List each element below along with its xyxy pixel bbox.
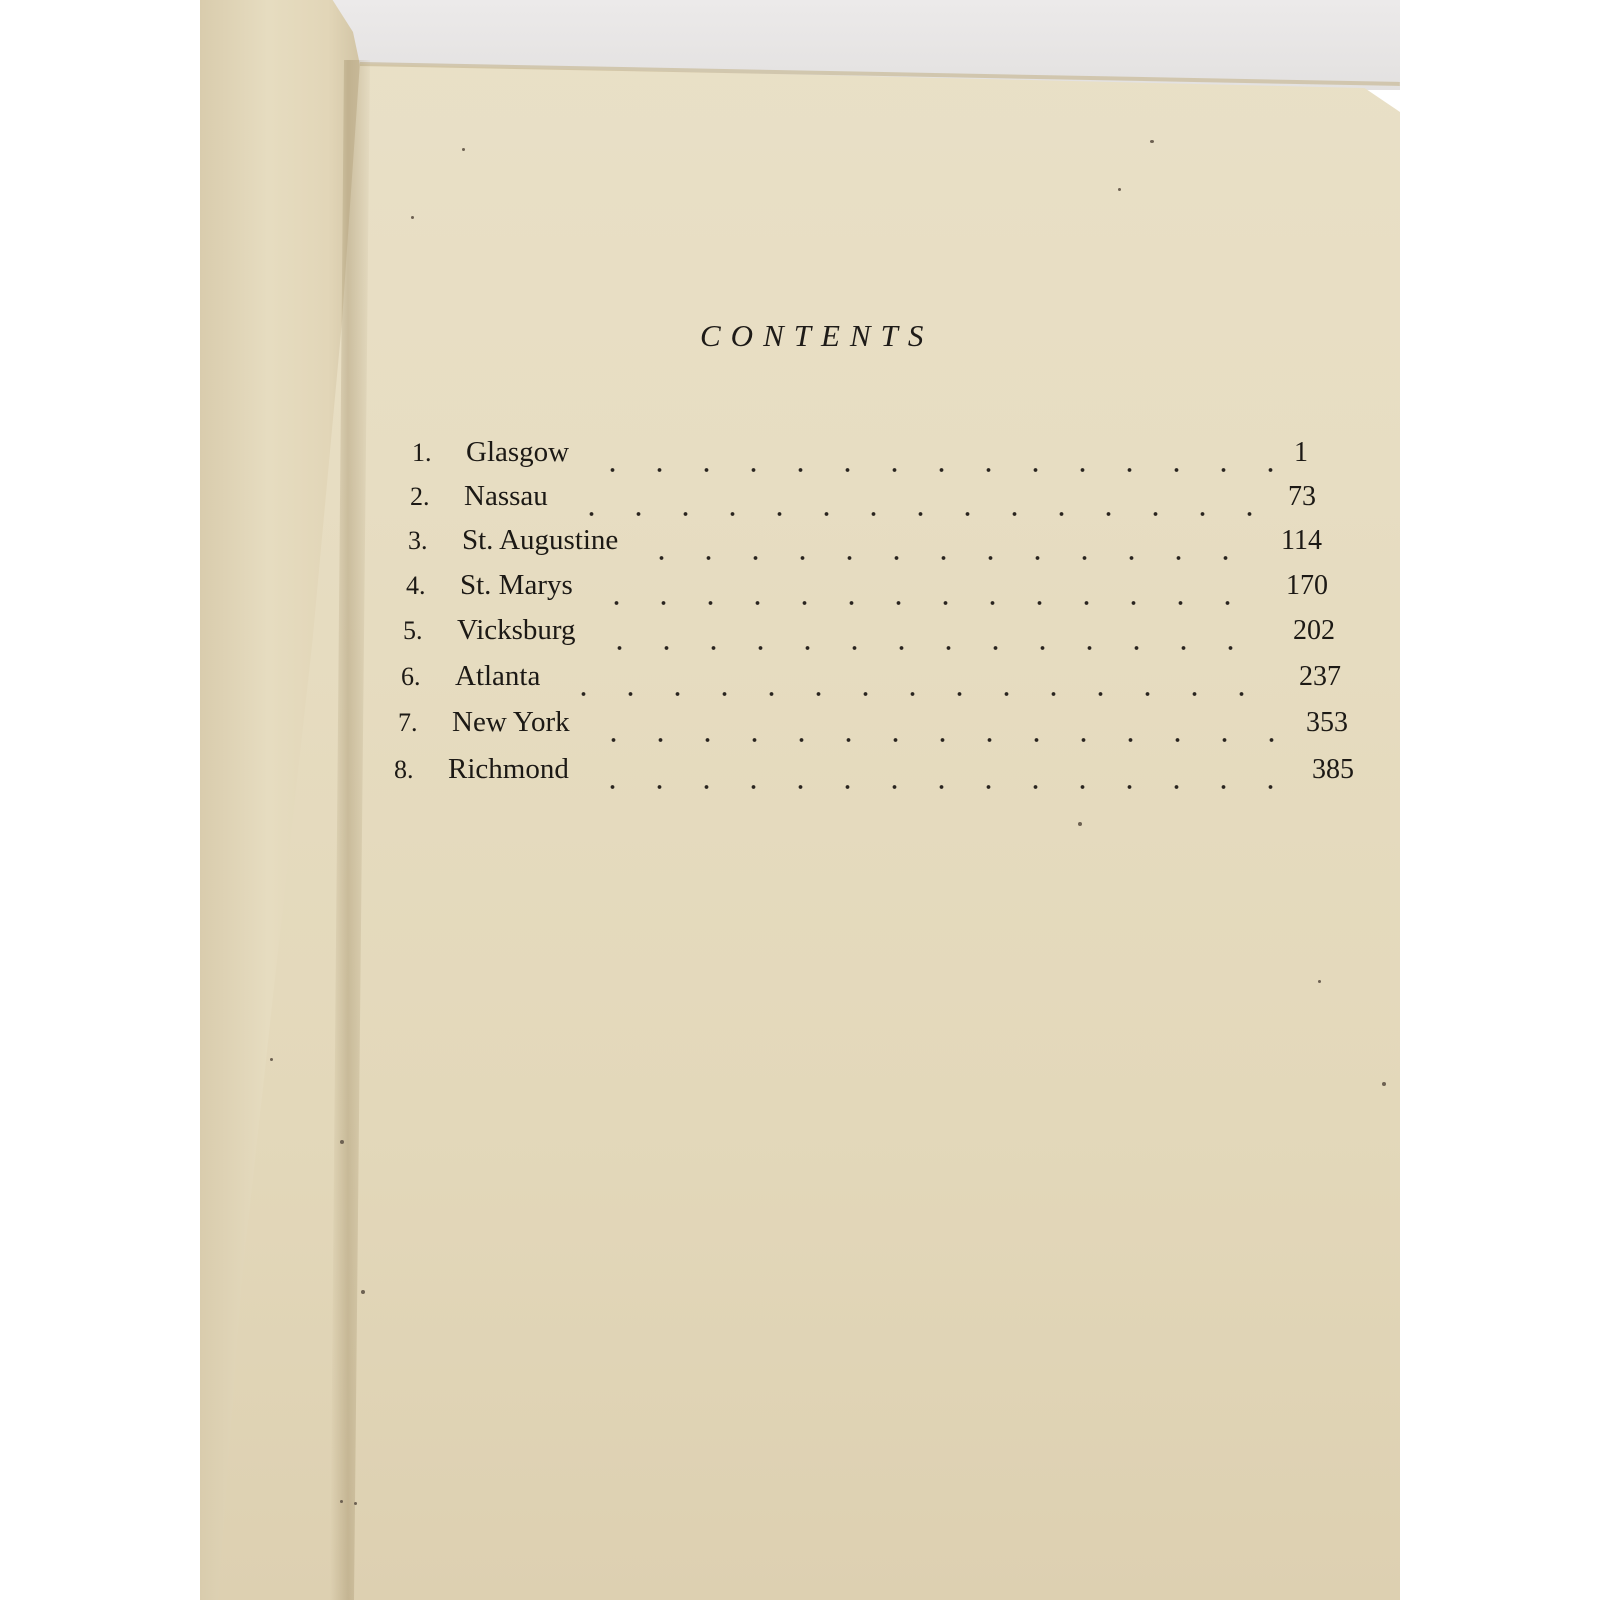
chapter-number: 5.: [403, 616, 423, 645]
toc-entry: [412, 436, 1308, 480]
chapter-title: Vicksburg: [457, 614, 576, 646]
dot-leader: [638, 556, 1261, 560]
page-number: 114: [1281, 525, 1322, 556]
page-number: 73: [1288, 481, 1316, 512]
chapter-number: 6.: [401, 662, 421, 691]
page-number: 237: [1299, 661, 1341, 692]
page-number: 353: [1306, 707, 1348, 738]
dot-leader: [589, 468, 1274, 472]
toc-entry: [398, 706, 1348, 750]
chapter-number: 7.: [398, 708, 418, 737]
toc-entry: [406, 569, 1328, 613]
page-number: 170: [1286, 570, 1328, 601]
chapter-number: 3.: [408, 526, 428, 555]
dot-leader: [590, 738, 1286, 742]
dot-leader: [568, 512, 1268, 516]
contents-heading: CONTENTS: [700, 318, 934, 353]
chapter-number: 4.: [406, 571, 426, 600]
page-number: 385: [1312, 754, 1354, 785]
toc-entry: [394, 753, 1354, 797]
dot-leader: [596, 646, 1273, 650]
chapter-title: New York: [452, 706, 570, 738]
chapter-number: 2.: [410, 482, 430, 511]
dot-leader: [560, 692, 1279, 696]
toc-entry: [401, 660, 1341, 704]
chapter-title: Nassau: [464, 480, 548, 512]
toc-entry: [408, 524, 1322, 568]
page-number: 1: [1294, 437, 1308, 468]
chapter-title: St. Marys: [460, 569, 573, 601]
chapter-number: 1.: [412, 438, 432, 467]
page-number: 202: [1293, 615, 1335, 646]
chapter-number: 8.: [394, 755, 414, 784]
toc-entry: [403, 614, 1335, 658]
dot-leader: [589, 785, 1292, 789]
chapter-title: Richmond: [448, 753, 569, 785]
toc-entry: [410, 480, 1316, 524]
chapter-title: St. Augustine: [462, 524, 619, 556]
chapter-title: Atlanta: [455, 660, 541, 692]
chapter-title: Glasgow: [466, 436, 570, 468]
dot-leader: [593, 601, 1266, 605]
